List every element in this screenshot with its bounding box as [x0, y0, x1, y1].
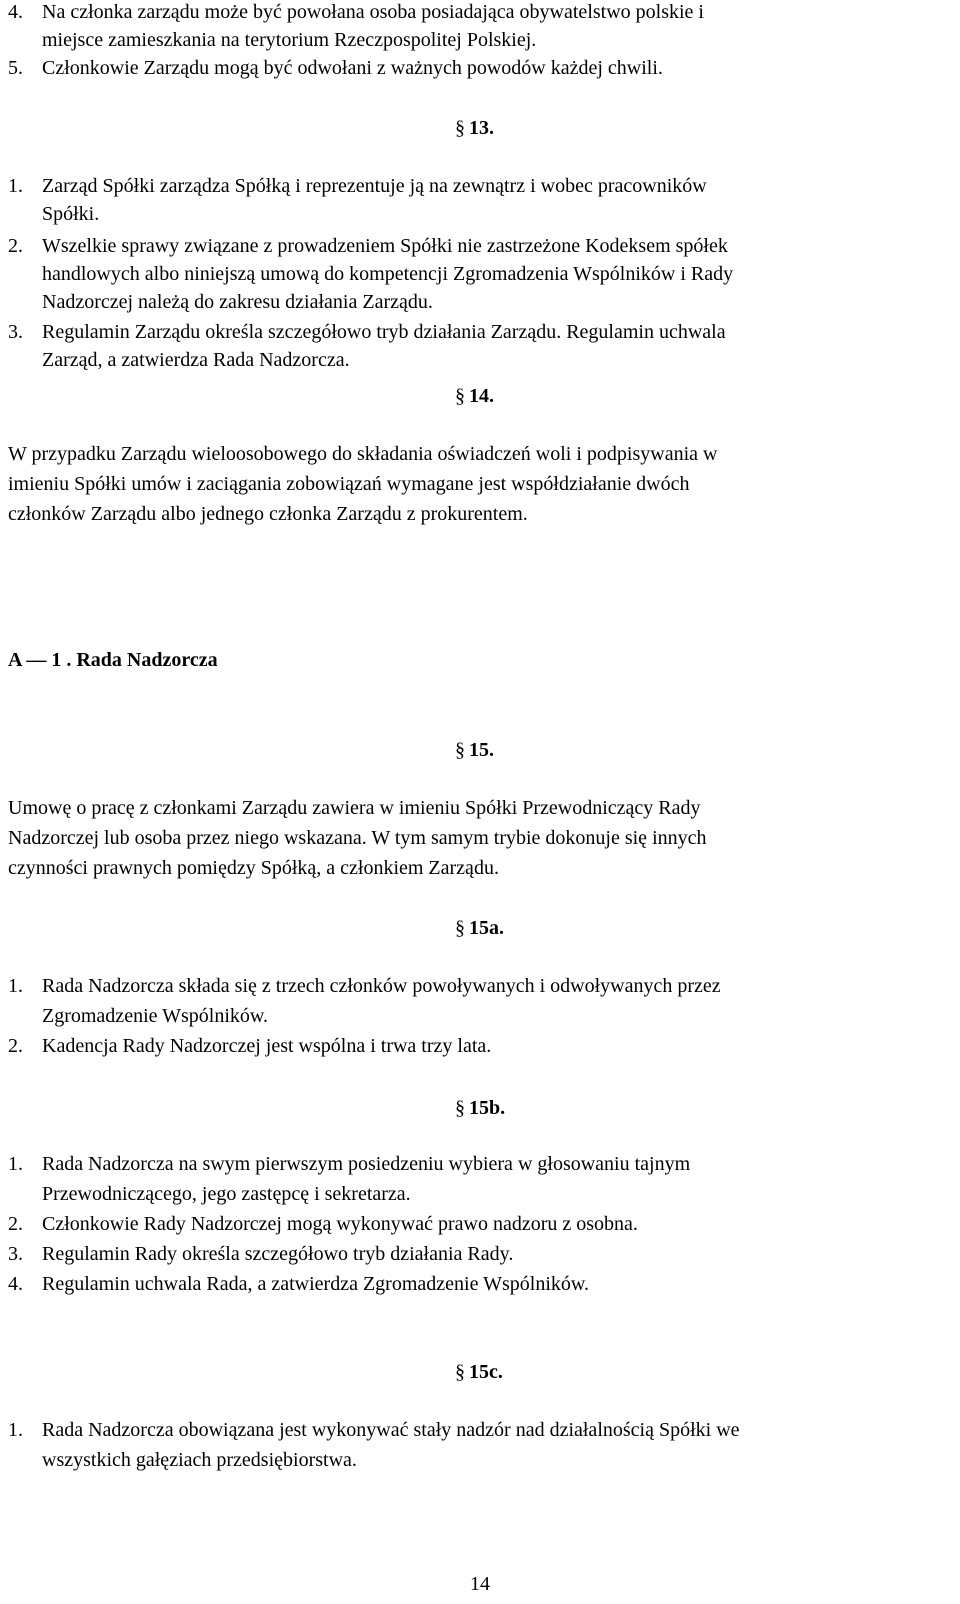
list-item-text: Regulamin uchwala Rada, a zatwierdza Zgromadzenie Wspólników.: [42, 1273, 590, 1295]
list-item-text: Rada Nadzorcza na swym pierwszym posiedzeniu wybiera w głosowaniu tajnym: [42, 1153, 691, 1175]
list-item-text: Przewodniczącego, jego zastępcę i sekretarza.: [42, 1183, 411, 1205]
list-item-text: Rada Nadzorcza składa się z trzech członków powoływanych i odwoływanych przez: [42, 975, 721, 997]
section-symbol: §: [455, 1097, 465, 1119]
list-item-text: Regulamin Rady określa szczegółowo tryb działania Rady.: [42, 1243, 514, 1265]
list-number: 1.: [8, 1419, 23, 1441]
section-symbol: §: [455, 739, 465, 761]
list-item-text: Nadzorczej należą do zakresu działania Zarządu.: [42, 291, 433, 313]
section-symbol: §: [455, 1361, 465, 1383]
paragraph-number: 14.: [469, 385, 494, 407]
list-number: 4.: [8, 1, 23, 23]
paragraph-heading-13: [455, 114, 494, 142]
paragraph-number: 15.: [469, 739, 494, 761]
list-number: 4.: [8, 1273, 23, 1295]
list-number: 3.: [8, 321, 23, 343]
paragraph-text: czynności prawnych pomiędzy Spółką, a członkiem Zarządu.: [8, 857, 499, 879]
section-symbol: §: [455, 917, 465, 939]
paragraph-text: W przypadku Zarządu wieloosobowego do składania oświadczeń woli i podpisywania w: [8, 443, 718, 465]
section-symbol: §: [455, 385, 465, 407]
paragraph-heading-14: [455, 382, 494, 410]
list-item-text: miejsce zamieszkania na terytorium Rzeczpospolitej Polskiej.: [42, 29, 537, 51]
list-item-text: Spółki.: [42, 203, 100, 225]
paragraph-number: 15a.: [469, 917, 504, 939]
paragraph-heading-15: [455, 736, 494, 764]
paragraph-heading-15a: [455, 914, 504, 942]
paragraph-text: imieniu Spółki umów i zaciągania zobowiązań wymagane jest współdziałanie dwóch: [8, 473, 690, 495]
list-number: 3.: [8, 1243, 23, 1265]
list-item-text: Regulamin Zarządu określa szczegółowo tryb działania Zarządu. Regulamin uchwala: [42, 321, 726, 343]
page-number: 14: [470, 1573, 490, 1595]
paragraph-number: 13.: [469, 117, 494, 139]
list-item-text: Na członka zarządu może być powołana osoba posiadająca obywatelstwo polskie i: [42, 1, 704, 23]
paragraph-heading-15b: [455, 1094, 505, 1122]
list-number: 2.: [8, 1213, 23, 1235]
list-number: 5.: [8, 57, 23, 79]
paragraph-text: Nadzorczej lub osoba przez niego wskazana. W tym samym trybie dokonuje się innych: [8, 827, 707, 849]
list-item-text: handlowych albo niniejszą umową do kompetencji Zgromadzenia Wspólników i Rady: [42, 263, 734, 285]
list-number: 2.: [8, 235, 23, 257]
paragraph-heading-15c: [455, 1358, 503, 1386]
list-number: 1.: [8, 175, 23, 197]
list-number: 1.: [8, 1153, 23, 1175]
list-item-text: Członkowie Zarządu mogą być odwołani z ważnych powodów każdej chwili.: [42, 57, 663, 79]
list-number: 2.: [8, 1035, 23, 1057]
list-item-text: Rada Nadzorcza obowiązana jest wykonywać stały nadzór nad działalnością Spółki we: [42, 1419, 740, 1441]
list-number: 1.: [8, 975, 23, 997]
list-item-text: Zgromadzenie Wspólników.: [42, 1005, 269, 1027]
list-item-text: Wszelkie sprawy związane z prowadzeniem Spółki nie zastrzeżone Kodeksem spółek: [42, 235, 728, 257]
section-title: A — 1 . Rada Nadzorcza: [8, 649, 218, 671]
list-item-text: wszystkich gałęziach przedsiębiorstwa.: [42, 1449, 357, 1471]
section-symbol: §: [455, 117, 465, 139]
paragraph-number: 15c.: [469, 1361, 503, 1383]
list-item-text: Kadencja Rady Nadzorczej jest wspólna i trwa trzy lata.: [42, 1035, 492, 1057]
list-item-text: Zarząd Spółki zarządza Spółką i reprezentuje ją na zewnątrz i wobec pracowników: [42, 175, 707, 197]
paragraph-text: Umowę o pracę z członkami Zarządu zawiera w imieniu Spółki Przewodniczący Rady: [8, 797, 701, 819]
paragraph-number: 15b.: [469, 1097, 506, 1119]
list-item-text: Zarząd, a zatwierdza Rada Nadzorcza.: [42, 349, 350, 371]
paragraph-text: członków Zarządu albo jednego członka Zarządu z prokurentem.: [8, 503, 528, 525]
list-item-text: Członkowie Rady Nadzorczej mogą wykonywać prawo nadzoru z osobna.: [42, 1213, 638, 1235]
